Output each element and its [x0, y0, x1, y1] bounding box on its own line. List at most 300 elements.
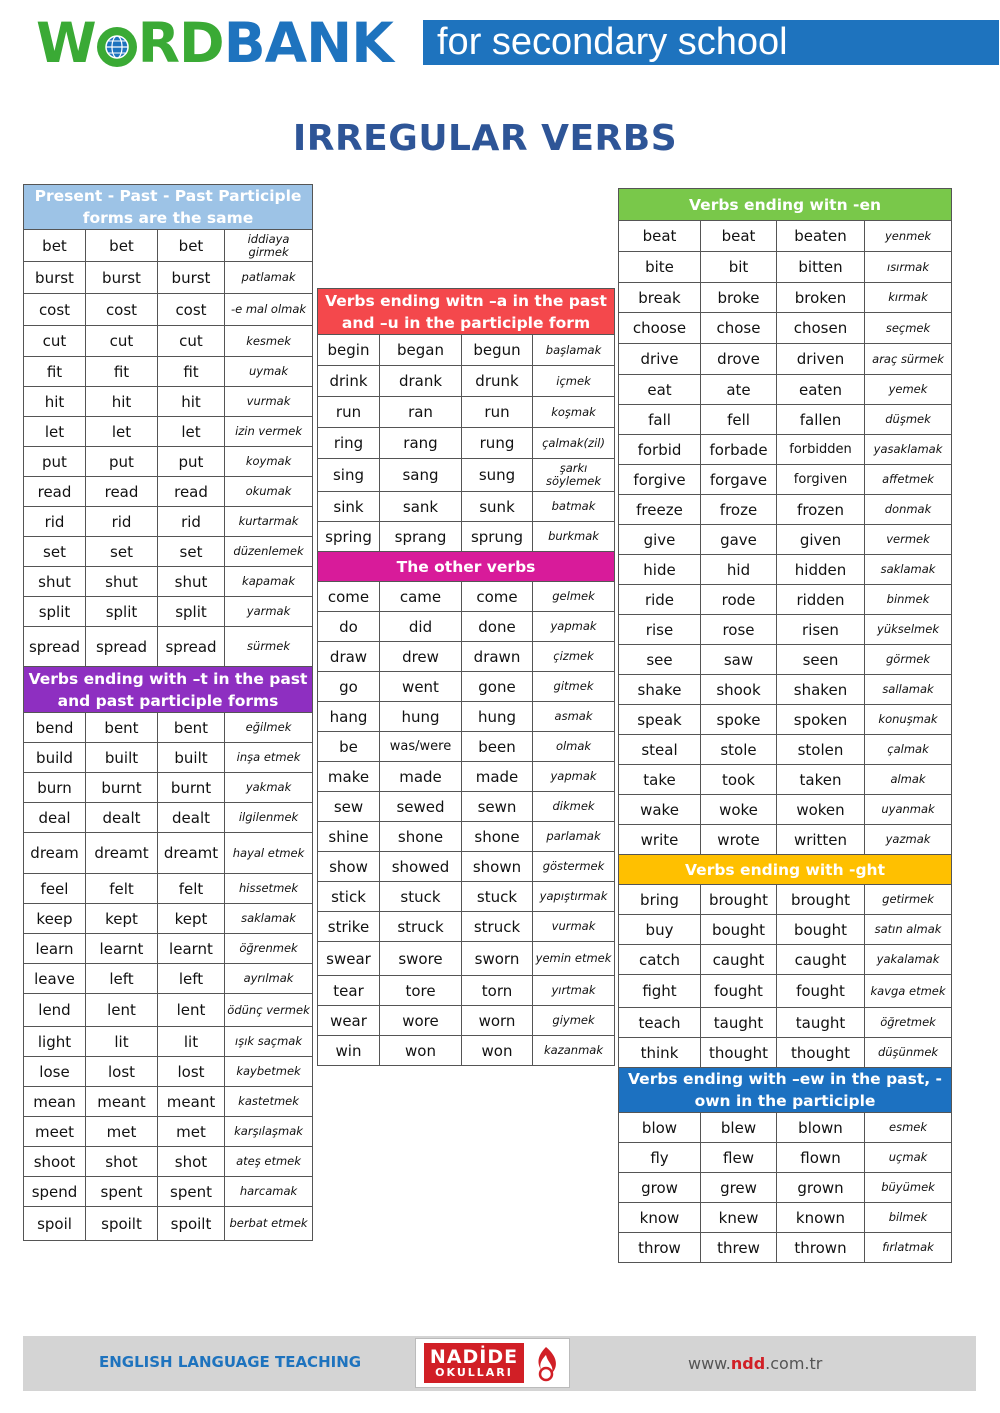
- verb-base: strike: [318, 912, 380, 942]
- verb-row: [24, 1057, 313, 1087]
- verb-past: drank: [380, 366, 462, 397]
- verb-row: [318, 1006, 615, 1036]
- verb-translation: düzenlemek: [225, 537, 313, 567]
- verb-base: bite: [619, 252, 701, 283]
- footer: [23, 1336, 976, 1391]
- verb-past: came: [380, 582, 462, 612]
- verb-row: [24, 994, 313, 1027]
- verb-translation: görmek: [865, 645, 952, 675]
- verb-participle: hidden: [777, 555, 865, 585]
- verb-participle: dreamt: [158, 833, 225, 874]
- verb-past: bit: [701, 252, 777, 283]
- verb-translation: başlamak: [533, 335, 615, 366]
- verb-past: rode: [701, 585, 777, 615]
- verb-participle: ridden: [777, 585, 865, 615]
- verb-base: feel: [24, 874, 86, 904]
- verb-base: shine: [318, 822, 380, 852]
- verb-past: shot: [86, 1147, 158, 1177]
- verb-past: forgave: [701, 465, 777, 495]
- verb-translation: koşmak: [533, 397, 615, 428]
- verb-base: burst: [24, 262, 86, 294]
- verb-past: left: [86, 964, 158, 994]
- verb-base: see: [619, 645, 701, 675]
- verb-translation: olmak: [533, 732, 615, 762]
- verb-past: let: [86, 417, 158, 447]
- verb-translation: kesmek: [225, 326, 313, 357]
- column-1-tables: [23, 184, 312, 1241]
- verb-base: show: [318, 852, 380, 882]
- verb-translation: göstermek: [533, 852, 615, 882]
- verb-row: [619, 405, 952, 435]
- verb-base: keep: [24, 904, 86, 934]
- nadide-logo: [415, 1338, 570, 1388]
- verb-row: [619, 765, 952, 795]
- verb-past: showed: [380, 852, 462, 882]
- verb-participle: beaten: [777, 221, 865, 252]
- verb-past: fought: [701, 975, 777, 1008]
- verb-past: bet: [86, 230, 158, 262]
- verb-row: [24, 743, 313, 773]
- verb-translation: patlamak: [225, 262, 313, 294]
- verb-base: lend: [24, 994, 86, 1027]
- verb-past: flew: [701, 1143, 777, 1173]
- verb-row: [619, 1008, 952, 1038]
- verb-row: [24, 294, 313, 326]
- verb-participle: chosen: [777, 313, 865, 344]
- verb-translation: uymak: [225, 357, 313, 387]
- verb-past: fit: [86, 357, 158, 387]
- verb-row: [318, 976, 615, 1006]
- verb-participle: won: [462, 1036, 533, 1066]
- verb-base: forgive: [619, 465, 701, 495]
- verb-row: [619, 645, 952, 675]
- verb-translation: şarkı söylemek: [533, 459, 615, 492]
- verb-table-col1: [23, 184, 313, 1241]
- verb-participle: done: [462, 612, 533, 642]
- verb-row: [619, 283, 952, 313]
- verb-row: [318, 822, 615, 852]
- verb-row: [619, 1233, 952, 1263]
- verb-translation: berbat etmek: [225, 1207, 313, 1241]
- verb-translation: yapmak: [533, 762, 615, 792]
- verb-translation: koymak: [225, 447, 313, 477]
- verb-translation: öğrenmek: [225, 934, 313, 964]
- verb-participle: drawn: [462, 642, 533, 672]
- verb-row: [619, 795, 952, 825]
- verb-base: run: [318, 397, 380, 428]
- section-heading: Verbs ending with -ght: [619, 855, 952, 885]
- verb-translation: kazanmak: [533, 1036, 615, 1066]
- section-heading: Verbs ending with –ew in the past, -own in the participle: [619, 1068, 952, 1113]
- verb-row: [318, 882, 615, 912]
- verb-row: [24, 1117, 313, 1147]
- verb-translation: yapmak: [533, 612, 615, 642]
- verb-participle: hit: [158, 387, 225, 417]
- verb-participle: bitten: [777, 252, 865, 283]
- verb-row: [619, 555, 952, 585]
- verb-base: freeze: [619, 495, 701, 525]
- verb-translation: kavga etmek: [865, 975, 952, 1008]
- verb-participle: fought: [777, 975, 865, 1008]
- verb-participle: put: [158, 447, 225, 477]
- verb-past: broke: [701, 283, 777, 313]
- verb-base: rid: [24, 507, 86, 537]
- verb-base: wake: [619, 795, 701, 825]
- verb-row: [619, 975, 952, 1008]
- verb-past: made: [380, 762, 462, 792]
- verb-base: teach: [619, 1008, 701, 1038]
- verb-row: [24, 447, 313, 477]
- verb-translation: düşmek: [865, 405, 952, 435]
- verb-translation: burkmak: [533, 522, 615, 552]
- verb-participle: fallen: [777, 405, 865, 435]
- verb-translation: kırmak: [865, 283, 952, 313]
- verb-participle: bought: [777, 915, 865, 945]
- verb-past: bent: [86, 713, 158, 743]
- verb-participle: sunk: [462, 492, 533, 522]
- verb-participle: brought: [777, 885, 865, 915]
- verb-translation: satın almak: [865, 915, 952, 945]
- verb-past: grew: [701, 1173, 777, 1203]
- verb-base: dream: [24, 833, 86, 874]
- verb-participle: grown: [777, 1173, 865, 1203]
- verb-past: hung: [380, 702, 462, 732]
- verb-base: shake: [619, 675, 701, 705]
- verb-participle: bet: [158, 230, 225, 262]
- verb-past: built: [86, 743, 158, 773]
- verb-base: break: [619, 283, 701, 313]
- verb-base: be: [318, 732, 380, 762]
- globe-icon: [97, 27, 137, 67]
- verb-base: put: [24, 447, 86, 477]
- verb-past: taught: [701, 1008, 777, 1038]
- verb-translation: affetmek: [865, 465, 952, 495]
- verb-base: meet: [24, 1117, 86, 1147]
- verb-past: lost: [86, 1057, 158, 1087]
- verb-participle: driven: [777, 344, 865, 375]
- verb-base: forbid: [619, 435, 701, 465]
- section-heading-row: [619, 1068, 952, 1113]
- verb-base: ride: [619, 585, 701, 615]
- verb-past: sprang: [380, 522, 462, 552]
- verb-participle: fit: [158, 357, 225, 387]
- verb-translation: izin vermek: [225, 417, 313, 447]
- verb-participle: shown: [462, 852, 533, 882]
- verb-base: wear: [318, 1006, 380, 1036]
- verb-past: sank: [380, 492, 462, 522]
- nadide-logo-box: NADİDE OKULLARI: [424, 1343, 524, 1383]
- verb-row: [318, 582, 615, 612]
- verb-participle: frozen: [777, 495, 865, 525]
- verb-row: [619, 221, 952, 252]
- verb-base: stick: [318, 882, 380, 912]
- verb-base: drink: [318, 366, 380, 397]
- verb-translation: kastetmek: [225, 1087, 313, 1117]
- verb-row: [24, 1087, 313, 1117]
- verb-base: bet: [24, 230, 86, 262]
- verb-translation: yasaklamak: [865, 435, 952, 465]
- verb-past: hid: [701, 555, 777, 585]
- verb-participle: made: [462, 762, 533, 792]
- verb-participle: cost: [158, 294, 225, 326]
- verb-participle: hung: [462, 702, 533, 732]
- verb-row: [24, 507, 313, 537]
- verb-base: spend: [24, 1177, 86, 1207]
- verb-translation: ilgilenmek: [225, 803, 313, 833]
- verb-row: [24, 627, 313, 667]
- verb-row: [24, 833, 313, 874]
- verb-row: [318, 397, 615, 428]
- verb-participle: spoilt: [158, 1207, 225, 1241]
- verb-base: mean: [24, 1087, 86, 1117]
- verb-row: [318, 522, 615, 552]
- verb-base: cut: [24, 326, 86, 357]
- verb-row: [619, 885, 952, 915]
- verb-row: [24, 357, 313, 387]
- verb-translation: almak: [865, 765, 952, 795]
- verb-table-col3: [618, 188, 952, 1263]
- verb-base: rise: [619, 615, 701, 645]
- verb-base: sing: [318, 459, 380, 492]
- verb-row: [619, 585, 952, 615]
- verb-base: win: [318, 1036, 380, 1066]
- verb-participle: drunk: [462, 366, 533, 397]
- verb-participle: blown: [777, 1113, 865, 1143]
- section-heading-row: [318, 552, 615, 582]
- verb-past: wore: [380, 1006, 462, 1036]
- verb-row: [24, 773, 313, 803]
- verb-past: fell: [701, 405, 777, 435]
- verb-base: bend: [24, 713, 86, 743]
- verb-translation: büyümek: [865, 1173, 952, 1203]
- verb-participle: built: [158, 743, 225, 773]
- verb-row: [619, 252, 952, 283]
- verb-row: [318, 492, 615, 522]
- section-heading-row: [318, 289, 615, 335]
- verb-participle: taught: [777, 1008, 865, 1038]
- verb-participle: gone: [462, 672, 533, 702]
- verb-participle: torn: [462, 976, 533, 1006]
- verb-past: did: [380, 612, 462, 642]
- verb-participle: come: [462, 582, 533, 612]
- verb-past: tore: [380, 976, 462, 1006]
- verb-past: won: [380, 1036, 462, 1066]
- verb-base: hang: [318, 702, 380, 732]
- verb-translation: ödünç vermek: [225, 994, 313, 1027]
- verb-past: began: [380, 335, 462, 366]
- verb-row: [24, 326, 313, 357]
- verb-row: [318, 762, 615, 792]
- verb-past: rang: [380, 428, 462, 459]
- verb-row: [318, 672, 615, 702]
- verb-past: cut: [86, 326, 158, 357]
- verb-translation: hissetmek: [225, 874, 313, 904]
- verb-participle: eaten: [777, 375, 865, 405]
- verb-past: burnt: [86, 773, 158, 803]
- verb-participle: sung: [462, 459, 533, 492]
- column-2-tables: [317, 288, 614, 1066]
- verb-participle: broken: [777, 283, 865, 313]
- verb-row: [24, 567, 313, 597]
- verb-base: tear: [318, 976, 380, 1006]
- flame-icon: [528, 1343, 564, 1383]
- wordbank-logo: [36, 11, 393, 75]
- verb-past: dealt: [86, 803, 158, 833]
- verb-past: rose: [701, 615, 777, 645]
- verb-participle: shut: [158, 567, 225, 597]
- verb-row: [318, 366, 615, 397]
- verb-row: [318, 459, 615, 492]
- verb-translation: hayal etmek: [225, 833, 313, 874]
- verb-row: [619, 313, 952, 344]
- verb-participle: dealt: [158, 803, 225, 833]
- verb-translation: donmak: [865, 495, 952, 525]
- verb-base: burn: [24, 773, 86, 803]
- verb-translation: içmek: [533, 366, 615, 397]
- verb-participle: learnt: [158, 934, 225, 964]
- section-heading: Verbs ending with –t in the past and past participle forms: [24, 667, 313, 713]
- verb-row: [619, 675, 952, 705]
- verb-base: think: [619, 1038, 701, 1068]
- verb-base: catch: [619, 945, 701, 975]
- verb-participle: left: [158, 964, 225, 994]
- verb-past: thought: [701, 1038, 777, 1068]
- verb-row: [24, 934, 313, 964]
- verb-participle: flown: [777, 1143, 865, 1173]
- verb-participle: spoken: [777, 705, 865, 735]
- verb-past: felt: [86, 874, 158, 904]
- verb-base: light: [24, 1027, 86, 1057]
- verb-row: [619, 435, 952, 465]
- verb-translation: vermek: [865, 525, 952, 555]
- verb-participle: taken: [777, 765, 865, 795]
- verb-translation: okumak: [225, 477, 313, 507]
- verb-translation: sürmek: [225, 627, 313, 667]
- verb-translation: çalmak: [865, 735, 952, 765]
- verb-past: froze: [701, 495, 777, 525]
- verb-past: drew: [380, 642, 462, 672]
- verb-participle: struck: [462, 912, 533, 942]
- verb-base: spoil: [24, 1207, 86, 1241]
- verb-participle: stuck: [462, 882, 533, 912]
- verb-past: read: [86, 477, 158, 507]
- verb-translation: seçmek: [865, 313, 952, 344]
- verb-past: went: [380, 672, 462, 702]
- verb-base: hide: [619, 555, 701, 585]
- verb-participle: rid: [158, 507, 225, 537]
- verb-translation: parlamak: [533, 822, 615, 852]
- verb-translation: iddiaya girmek: [225, 230, 313, 262]
- footer-label: ENGLISH LANGUAGE TEACHING: [99, 1353, 362, 1371]
- verb-base: give: [619, 525, 701, 555]
- verb-row: [318, 942, 615, 976]
- verb-row: [24, 803, 313, 833]
- verb-row: [24, 230, 313, 262]
- verb-past: kept: [86, 904, 158, 934]
- verb-base: lose: [24, 1057, 86, 1087]
- section-heading: Present - Past - Past Participle forms are the same: [24, 185, 313, 230]
- verb-past: woke: [701, 795, 777, 825]
- verb-past: brought: [701, 885, 777, 915]
- verb-row: [24, 1207, 313, 1241]
- verb-row: [619, 375, 952, 405]
- verb-row: [318, 428, 615, 459]
- verb-base: buy: [619, 915, 701, 945]
- verb-row: [24, 387, 313, 417]
- verb-past: set: [86, 537, 158, 567]
- verb-translation: -e mal olmak: [225, 294, 313, 326]
- verb-row: [24, 417, 313, 447]
- verb-translation: dikmek: [533, 792, 615, 822]
- verb-row: [619, 735, 952, 765]
- section-heading: The other verbs: [318, 552, 615, 582]
- verb-past: spread: [86, 627, 158, 667]
- verb-translation: yükselmek: [865, 615, 952, 645]
- verb-participle: lent: [158, 994, 225, 1027]
- verb-translation: ısırmak: [865, 252, 952, 283]
- verb-base: swear: [318, 942, 380, 976]
- verb-translation: ışık saçmak: [225, 1027, 313, 1057]
- verb-translation: uyanmak: [865, 795, 952, 825]
- verb-row: [619, 1113, 952, 1143]
- section-heading-row: [24, 185, 313, 230]
- verb-past: knew: [701, 1203, 777, 1233]
- verb-base: draw: [318, 642, 380, 672]
- verb-translation: yırtmak: [533, 976, 615, 1006]
- verb-translation: gitmek: [533, 672, 615, 702]
- verb-past: rid: [86, 507, 158, 537]
- verb-translation: getirmek: [865, 885, 952, 915]
- verb-past: sewed: [380, 792, 462, 822]
- verb-base: shoot: [24, 1147, 86, 1177]
- verb-participle: set: [158, 537, 225, 567]
- verb-participle: spent: [158, 1177, 225, 1207]
- verb-translation: düşünmek: [865, 1038, 952, 1068]
- verb-participle: sprung: [462, 522, 533, 552]
- verb-translation: batmak: [533, 492, 615, 522]
- verb-base: shut: [24, 567, 86, 597]
- verb-base: sew: [318, 792, 380, 822]
- verb-past: meant: [86, 1087, 158, 1117]
- verb-participle: worn: [462, 1006, 533, 1036]
- verb-translation: yakmak: [225, 773, 313, 803]
- verb-translation: vurmak: [533, 912, 615, 942]
- verb-translation: karşılaşmak: [225, 1117, 313, 1147]
- verb-table-col2: [317, 288, 615, 1066]
- verb-participle: burnt: [158, 773, 225, 803]
- verb-past: stole: [701, 735, 777, 765]
- verb-base: deal: [24, 803, 86, 833]
- verb-past: took: [701, 765, 777, 795]
- verb-base: read: [24, 477, 86, 507]
- verb-row: [619, 495, 952, 525]
- verb-past: threw: [701, 1233, 777, 1263]
- verb-translation: ateş etmek: [225, 1147, 313, 1177]
- verb-participle: woken: [777, 795, 865, 825]
- verb-translation: yarmak: [225, 597, 313, 627]
- page-title: IRREGULAR VERBS: [292, 118, 678, 159]
- verb-base: set: [24, 537, 86, 567]
- verb-row: [318, 852, 615, 882]
- verb-participle: kept: [158, 904, 225, 934]
- verb-participle: given: [777, 525, 865, 555]
- verb-base: spread: [24, 627, 86, 667]
- verb-row: [24, 1177, 313, 1207]
- verb-translation: uçmak: [865, 1143, 952, 1173]
- verb-translation: kapamak: [225, 567, 313, 597]
- verb-past: saw: [701, 645, 777, 675]
- verb-participle: felt: [158, 874, 225, 904]
